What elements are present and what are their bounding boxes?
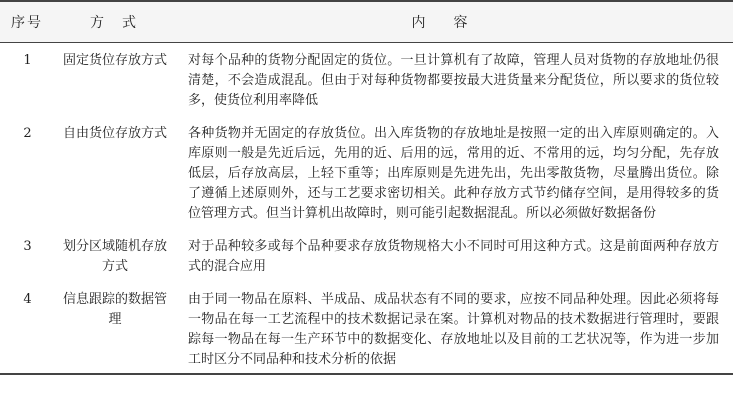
table-row xyxy=(0,282,733,374)
row-index: 2 xyxy=(23,126,32,141)
row-index: 3 xyxy=(23,239,32,254)
header-mode: 方 式 xyxy=(54,1,174,43)
row-content: 对于品种较多或每个品种要求存放货物规格大小不同时可用这种方式。这是前面两种存放方式的混合应用 xyxy=(188,239,719,274)
row-index: 1 xyxy=(23,53,32,68)
row-index: 4 xyxy=(0,282,54,374)
row-content: 各种货物并无固定的存放货位。出入库货物的存放地址是按照一定的出入库原则确定的。入库原则一般是先近后远，先用的近、后用的远，常用的近、不常用的远，均匀分配，先存放低层，后存放高层，上轻下重等；出库原则是先进先出，先出零散货物，尽量腾出货位。除了遵循上述原则外，还与工艺要求密切相关。此种存放方式节约储存空间，是用得较多的货位管理方式。但当计算机出故障时，则可能引起数据混乱。所以必须做好数据备份 xyxy=(188,126,719,221)
row-mode: 划分区域随机存放方式 xyxy=(62,239,167,274)
table-header-row xyxy=(0,1,733,43)
table-row xyxy=(0,43,733,117)
row-mode: 信息跟踪的数据管理 xyxy=(54,282,174,374)
header-content: 内容 xyxy=(174,1,733,43)
row-mode: 固定货位存放方式 xyxy=(62,53,167,68)
table-row xyxy=(0,229,733,282)
row-content: 对每个品种的货物分配固定的货位。一旦计算机有了故障，管理人员对货物的存放地址仍很清楚，不会造成混乱。但由于对每种货物都要按最大进货量来分配货位，所以要求的货位较多，使货位利用率降低 xyxy=(188,53,719,108)
row-mode: 自由货位存放方式 xyxy=(62,126,167,141)
row-content: 由于同一物品在原料、半成品、成品状态有不同的要求，应按不同品种处理。因此必须将每一物品在每一工艺流程中的技术数据记录在案。计算机对物品的技术数据进行管理时，要跟踪每一物品在每一生产环节中的数据变化、存放地址以及目前的工艺状况等，作为进一步加工时区分不同品种和技术分析的依据 xyxy=(174,282,733,374)
table-row xyxy=(0,116,733,229)
header-index: 序号 xyxy=(0,1,54,43)
